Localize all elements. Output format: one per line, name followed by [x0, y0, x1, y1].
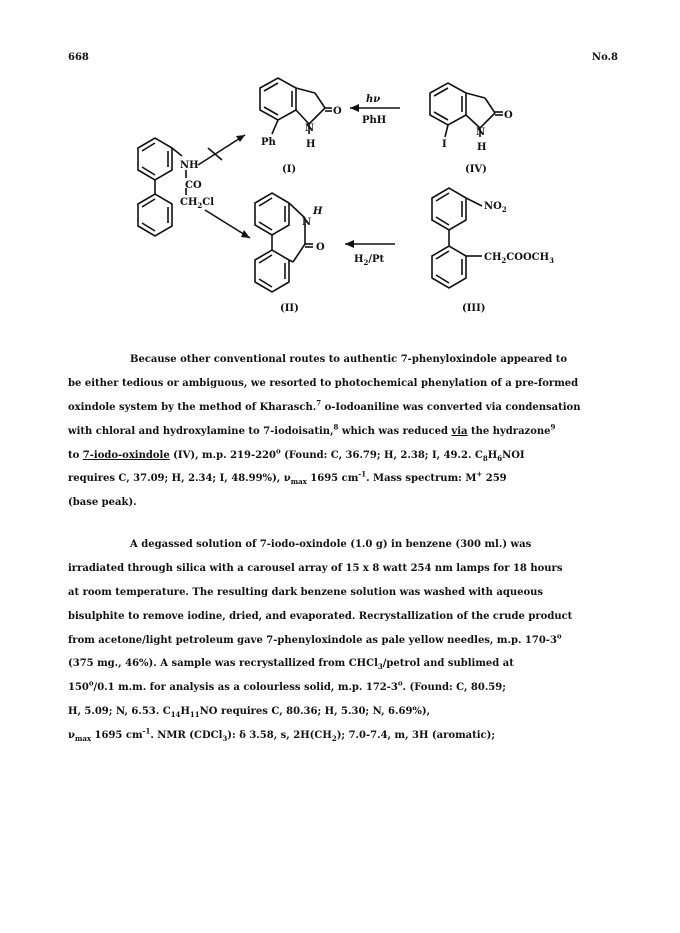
text-line: requires C, 37.09; H, 2.34; I, 48.99%), $\nu_{max}$ 1695 $cm^{-1}$. Mass spectrum: M+ 259: [68, 470, 507, 487]
paragraph-1: [68, 348, 608, 515]
reduction-condition: $H_2/Pt$: [354, 254, 385, 267]
text-line: bisulphite to remove iodine, dried, and evaporated. Recrystallization of the crude product: [68, 610, 573, 622]
I-Ph-atom: Ph: [261, 137, 276, 148]
I-O-atom: O: [333, 106, 342, 117]
text-line: to 7-iodo-oxindole (IV), m.p. 219-220$^o$ (Found: C, 36.79; H, 2.38; I, 49.2. $C_8H_6NOI$: [68, 446, 525, 463]
CO-label: CO: [185, 180, 202, 191]
reaction-scheme: [0, 0, 680, 330]
issue-number: No.8: [591, 52, 618, 63]
text-line: $\nu_{max}$ 1695 $cm^{-1}$. NMR (CDCl$_3$): δ 3.58, s, $2H(CH_2)$; 7.0-7.4, m, 3H (aromatic);: [68, 726, 496, 744]
label-III: (III): [462, 303, 486, 314]
structure-chloroacetanilide: [138, 138, 186, 236]
text-line: (base peak).: [68, 497, 137, 509]
page-number: 668: [68, 52, 89, 63]
paragraph-2: [68, 533, 608, 748]
label-IV: (IV): [465, 164, 487, 175]
CH2Cl-label: $CH_2Cl$: [180, 197, 215, 210]
label-I: (I): [282, 164, 297, 175]
II-H-atom: H: [313, 206, 323, 217]
text-line: A degassed solution of 7-iodo-oxindole (1.0 g) in benzene (300 ml.) was: [130, 539, 532, 550]
text-line: with chloral and hydroxylamine to 7-iodoisatin,$^8$ which was reduced via the hydrazone$^9$: [68, 422, 556, 437]
text-line: H, 5.09; N, 6.53. $C_{14}H_{11}NO$ requires C, 80.36; H, 5.30; N, 6.69%),: [68, 706, 431, 720]
structure-III: [432, 188, 482, 288]
text-line: 150$^o$/0.1 m.m. for analysis as a colourless solid, m.p. 172-3$^o$. (Found: C, 80.59;: [68, 679, 506, 694]
text-line: at room temperature. The resulting dark benzene solution was washed with aqueous: [68, 586, 544, 598]
text-line: (375 mg., 46%). A sample was recrystallized from CHCl$_3$/petrol and sublimed at: [68, 658, 514, 672]
text-line: be either tedious or ambiguous, we resorted to photochemical phenylation of a pre-formed: [68, 377, 579, 389]
photolysis-condition-top: hν: [366, 94, 381, 105]
structure-II: [255, 193, 313, 292]
NO2-label: $NO_2$: [484, 201, 507, 214]
II-O-atom: O: [316, 242, 325, 253]
label-II: (II): [280, 303, 299, 314]
IV-I-atom: I: [442, 139, 447, 150]
IV-O-atom: O: [504, 110, 513, 121]
structure-IV: [430, 83, 503, 137]
text-line: Because other conventional routes to authentic 7-phenyloxindole appeared to: [130, 354, 568, 365]
II-N-atom: N: [302, 217, 312, 228]
NH-label: NH: [180, 160, 199, 171]
text-line: from acetone/light petroleum gave 7-phenyloxindole as pale yellow needles, m.p. 170-3$^o$: [68, 631, 562, 646]
IV-N-atom: N: [476, 127, 486, 138]
text-line: irradiated through silica with a carousel array of 15 x 8 watt 254 nm lamps for 18 hours: [68, 562, 563, 574]
I-N-atom: N: [305, 123, 315, 134]
photolysis-condition-bottom: PhH: [362, 115, 387, 126]
text-line: oxindole system by the method of Kharasch.$^7$ o-Iodoaniline was converted via condensation: [68, 398, 581, 413]
I-H-atom: H: [306, 139, 316, 150]
structure-I: [260, 78, 332, 134]
ester-label: $CH_2COOCH_3$: [484, 252, 554, 265]
IV-H-atom: H: [477, 142, 487, 153]
